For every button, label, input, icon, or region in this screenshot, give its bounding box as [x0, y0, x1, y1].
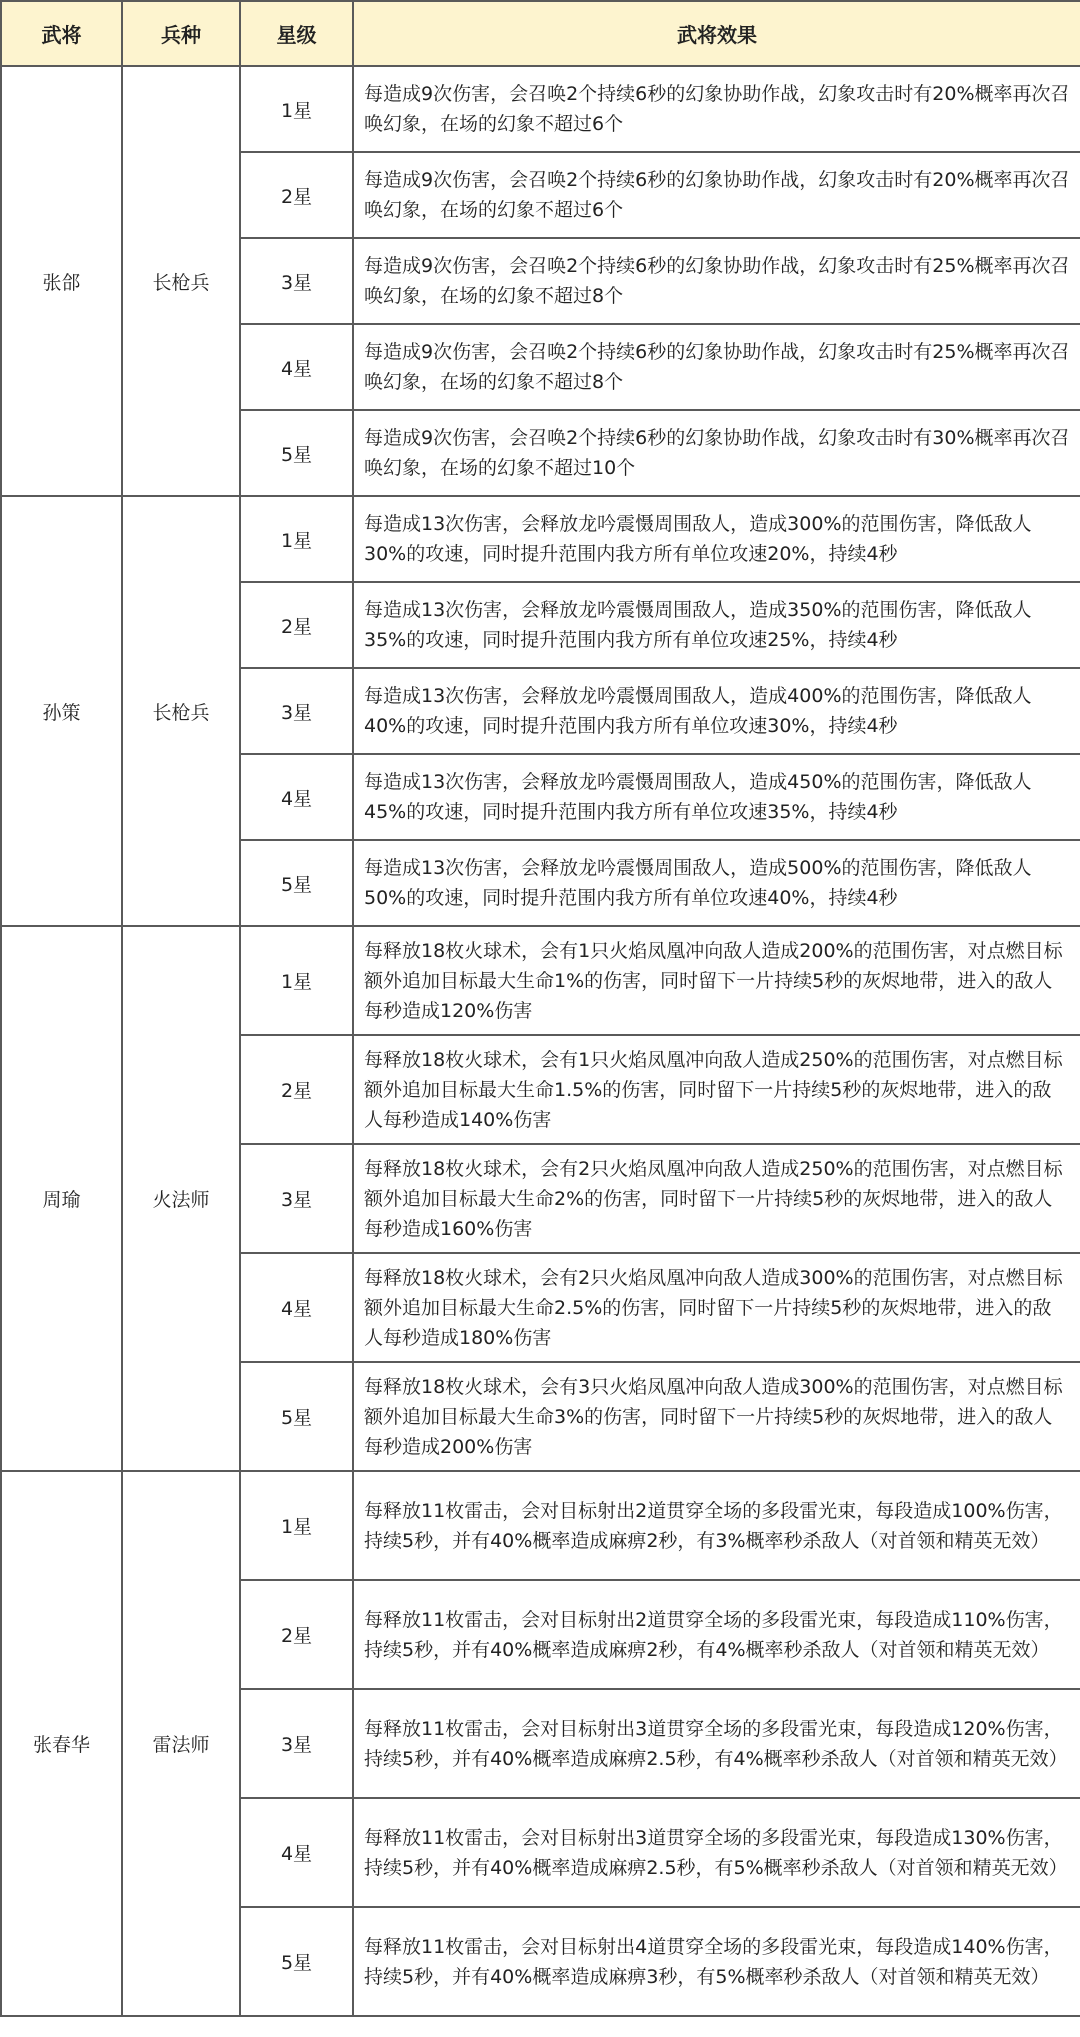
- effect-text: 每释放18枚火球术，会有2只火焰凤凰冲向敌人造成250%的范围伤害，对点燃目标额外追加目标最大生命2%的伤害，同时留下一片持续5秒的灰烬地带，进入的敌人每秒造成160%伤害: [353, 1144, 1080, 1253]
- general-name: 周瑜: [1, 926, 122, 1471]
- effect-text: 每造成13次伤害，会释放龙吟震慑周围敌人，造成500%的范围伤害，降低敌人50%的攻速，同时提升范围内我方所有单位攻速40%，持续4秒: [353, 840, 1080, 926]
- effect-text: 每释放18枚火球术，会有1只火焰凤凰冲向敌人造成250%的范围伤害，对点燃目标额外追加目标最大生命1.5%的伤害，同时留下一片持续5秒的灰烬地带，进入的敌人每秒造成140%伤害: [353, 1035, 1080, 1144]
- header-general: 武将: [1, 1, 122, 66]
- effect-text: 每造成9次伤害，会召唤2个持续6秒的幻象协助作战，幻象攻击时有30%概率再次召唤幻象，在场的幻象不超过10个: [353, 410, 1080, 496]
- effect-text: 每造成9次伤害，会召唤2个持续6秒的幻象协助作战，幻象攻击时有25%概率再次召唤幻象，在场的幻象不超过8个: [353, 238, 1080, 324]
- general-name: 张春华: [1, 1471, 122, 2016]
- star-level: 2星: [240, 1035, 353, 1144]
- star-level: 4星: [240, 1253, 353, 1362]
- table-body: [1, 66, 1080, 2016]
- table-row: [1, 926, 1080, 1035]
- effect-text: 每造成13次伤害，会释放龙吟震慑周围敌人，造成350%的范围伤害，降低敌人35%的攻速，同时提升范围内我方所有单位攻速25%，持续4秒: [353, 582, 1080, 668]
- effect-text: 每释放18枚火球术，会有1只火焰凤凰冲向敌人造成200%的范围伤害，对点燃目标额外追加目标最大生命1%的伤害，同时留下一片持续5秒的灰烬地带，进入的敌人每秒造成120%伤害: [353, 926, 1080, 1035]
- effect-text: 每释放18枚火球术，会有2只火焰凤凰冲向敌人造成300%的范围伤害，对点燃目标额外追加目标最大生命2.5%的伤害，同时留下一片持续5秒的灰烬地带，进入的敌人每秒造成180%伤害: [353, 1253, 1080, 1362]
- effect-text: 每造成9次伤害，会召唤2个持续6秒的幻象协助作战，幻象攻击时有20%概率再次召唤幻象，在场的幻象不超过6个: [353, 66, 1080, 152]
- effect-text: 每释放11枚雷击，会对目标射出3道贯穿全场的多段雷光束，每段造成130%伤害，持续5秒，并有40%概率造成麻痹2.5秒，有5%概率秒杀敌人（对首领和精英无效）: [353, 1798, 1080, 1907]
- header-unit-type: 兵种: [122, 1, 240, 66]
- star-level: 5星: [240, 1907, 353, 2016]
- star-level: 2星: [240, 152, 353, 238]
- star-level: 3星: [240, 1144, 353, 1253]
- table-row: [1, 496, 1080, 582]
- unit-type: 火法师: [122, 926, 240, 1471]
- effect-text: 每造成9次伤害，会召唤2个持续6秒的幻象协助作战，幻象攻击时有25%概率再次召唤幻象，在场的幻象不超过8个: [353, 324, 1080, 410]
- star-level: 3星: [240, 238, 353, 324]
- table-row: [1, 66, 1080, 152]
- star-level: 3星: [240, 1689, 353, 1798]
- header-star: 星级: [240, 1, 353, 66]
- star-level: 3星: [240, 668, 353, 754]
- effect-text: 每释放11枚雷击，会对目标射出2道贯穿全场的多段雷光束，每段造成100%伤害，持续5秒，并有40%概率造成麻痹2秒，有3%概率秒杀敌人（对首领和精英无效）: [353, 1471, 1080, 1580]
- star-level: 1星: [240, 1471, 353, 1580]
- effect-text: 每造成13次伤害，会释放龙吟震慑周围敌人，造成450%的范围伤害，降低敌人45%的攻速，同时提升范围内我方所有单位攻速35%，持续4秒: [353, 754, 1080, 840]
- star-level: 2星: [240, 1580, 353, 1689]
- effect-text: 每释放11枚雷击，会对目标射出3道贯穿全场的多段雷光束，每段造成120%伤害，持续5秒，并有40%概率造成麻痹2.5秒，有4%概率秒杀敌人（对首领和精英无效）: [353, 1689, 1080, 1798]
- unit-type: 长枪兵: [122, 496, 240, 926]
- star-level: 5星: [240, 410, 353, 496]
- star-level: 1星: [240, 496, 353, 582]
- star-level: 2星: [240, 582, 353, 668]
- star-level: 5星: [240, 840, 353, 926]
- header-effect: 武将效果: [353, 1, 1080, 66]
- general-name: 张郃: [1, 66, 122, 496]
- star-level: 4星: [240, 324, 353, 410]
- star-level: 1星: [240, 66, 353, 152]
- star-level: 4星: [240, 1798, 353, 1907]
- star-level: 1星: [240, 926, 353, 1035]
- effect-text: 每造成9次伤害，会召唤2个持续6秒的幻象协助作战，幻象攻击时有20%概率再次召唤幻象，在场的幻象不超过6个: [353, 152, 1080, 238]
- table-header-row: [1, 1, 1080, 66]
- star-level: 4星: [240, 754, 353, 840]
- effect-text: 每造成13次伤害，会释放龙吟震慑周围敌人，造成400%的范围伤害，降低敌人40%的攻速，同时提升范围内我方所有单位攻速30%，持续4秒: [353, 668, 1080, 754]
- table-row: [1, 1471, 1080, 1580]
- effect-text: 每造成13次伤害，会释放龙吟震慑周围敌人，造成300%的范围伤害，降低敌人30%的攻速，同时提升范围内我方所有单位攻速20%，持续4秒: [353, 496, 1080, 582]
- unit-type: 长枪兵: [122, 66, 240, 496]
- effect-text: 每释放11枚雷击，会对目标射出4道贯穿全场的多段雷光束，每段造成140%伤害，持续5秒，并有40%概率造成麻痹3秒，有5%概率秒杀敌人（对首领和精英无效）: [353, 1907, 1080, 2016]
- unit-type: 雷法师: [122, 1471, 240, 2016]
- effect-text: 每释放18枚火球术，会有3只火焰凤凰冲向敌人造成300%的范围伤害，对点燃目标额外追加目标最大生命3%的伤害，同时留下一片持续5秒的灰烬地带，进入的敌人每秒造成200%伤害: [353, 1362, 1080, 1471]
- general-name: 孙策: [1, 496, 122, 926]
- star-level: 5星: [240, 1362, 353, 1471]
- effect-text: 每释放11枚雷击，会对目标射出2道贯穿全场的多段雷光束，每段造成110%伤害，持续5秒，并有40%概率造成麻痹2秒，有4%概率秒杀敌人（对首领和精英无效）: [353, 1580, 1080, 1689]
